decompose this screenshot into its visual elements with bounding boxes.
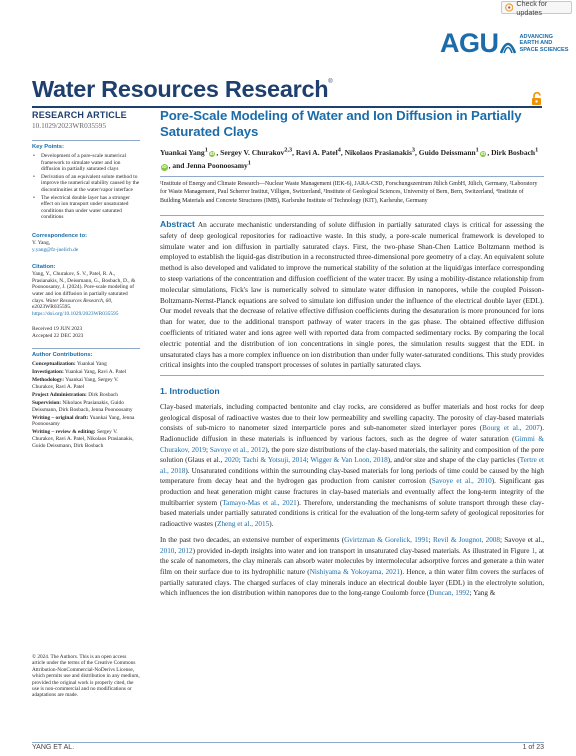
agu-wordmark: AGU [440, 28, 499, 58]
citation-link[interactable]: Nishiyama & Yokoyama, 2021 [309, 568, 400, 577]
agu-tagline: ADVANCING EARTH AND SPACE SCIENCES [519, 33, 569, 53]
article-main [160, 108, 544, 599]
check-for-updates-label: Check for updates [516, 0, 548, 17]
contribution-item: Conceptualization: Yuankai Yang [32, 360, 107, 367]
correspondence-name: Y. Yang, [32, 239, 51, 246]
paragraph-text: ), and/or size and shape of the clay particles ( [387, 456, 520, 465]
paragraph-text: ; [306, 456, 311, 465]
paragraph-text: ) provided in-depth insights into water and ion transport in unsaturated clay-based materials. As illustrated in Figure [192, 546, 532, 555]
author: Guido Deissmann$^1$ iD , [418, 146, 490, 157]
article-type: RESEARCH ARTICLE [32, 110, 127, 120]
journal-title: Water Resources Research® [32, 76, 333, 102]
open-access-icon [530, 92, 544, 106]
citation-link[interactable]: 2020 [224, 456, 239, 465]
paragraph-text: ; Savoye et al., [499, 536, 545, 545]
agu-globe-icon [500, 33, 516, 55]
key-points-label: Key Points: [32, 144, 64, 150]
sidebar [32, 110, 140, 449]
key-point: • Derivation of an equivalent solute method to improve the numerical stability caused by the discontinuities at the water/vapor interface [32, 174, 140, 194]
affiliations [160, 176, 544, 205]
citation-link[interactable]: Duncan, 1992 [429, 589, 470, 598]
author: Nikolaos Prasianakis$^3$, [344, 146, 417, 157]
paragraph-text: ; [428, 536, 433, 545]
citation-link[interactable]: Wigger & Van Loon, 2018 [310, 456, 388, 465]
intro-paragraph-2 [160, 535, 544, 599]
affiliations-text: ¹Institute of Energy and Climate Research—Nuclear Waste Management (IEK-6), JARA-CSD, Forschungszentrum Jülich GmbH, Jülich, Germany, ²Laboratory for Waste Management, Paul Scherrer Institut, Villigen, Switzerland, ³Institute of Geological Sciences, University of Bern, Bern, Switzerland, ⁴Institute of Building Materials and Concrete Structures (IMB), Karlsruhe Institute of Technology (KIT), Karlsruhe, Germany [160, 180, 538, 204]
citation-link[interactable]: Savoye et al., 2010 [431, 477, 492, 486]
contribution-item: Methodology: Yuankai Yang, Sergey V. Churakov, Ravi A. Patel [32, 377, 119, 390]
author-contributions-label: Author Contributions: [32, 352, 93, 359]
abstract-heading: Abstract [160, 219, 195, 229]
citation-link[interactable]: Tachi & Yotsuji, 2014 [242, 456, 307, 465]
doi[interactable]: 10.1029/2023WR035595 [32, 121, 106, 130]
orcid-icon[interactable]: iD [162, 163, 167, 169]
paragraph-text: ), the pore size distributions of the clay-based materials, the salinity and composition of the pore solution (Glaus et al., [160, 445, 544, 465]
paragraph-text: , [174, 546, 179, 555]
accepted-date: Accepted 22 DEC 2023 [32, 332, 84, 339]
running-author: YANG ET AL. [32, 744, 75, 751]
paragraph-text: ). Unsaturated conditions within the surrounding clay-based materials for long periods of time could be caused by the high temperature from decay heat and the hydrogen gas production from canister corrosion ( [160, 466, 544, 486]
paragraph-text: Clay-based materials, including compacted bentonite and clay rocks, are considered as buffer materials and host rocks for deep geological disposal of radioactive wastes due to their low permeability and swelling capacity. The porosity of clay-based materials consists of sub-micro to nanometer sized interparticle pores and sub-nanometer sized interlayer pores ( [160, 403, 544, 433]
correspondence-label: Correspondence to: [32, 232, 88, 239]
citation-link[interactable]: Gvirtzman & Gorelick, 1991 [344, 536, 429, 545]
contribution-item: Writing – original draft: Yuankai Yang, Jenna Poonoosamy [32, 414, 135, 428]
paragraph-text: ). Radionuclide diffusion in these materials is influenced by various factors, such as the degree of water saturation ( [160, 424, 544, 443]
citation-text: Yang, Y., Churakov, S. V., Patel, R. A., Prasianakis, N., Deissmann, G., Bosbach, D., & Poonoosamy, J. (2024). Pore-scale modeling of water and ion diffusion in partially saturated clays. Water Resources Research, 60, e2023WR035595. https://doi.org/10.1029/2023WR035595 [32, 271, 136, 317]
author: Dirk Bosbach$^1$iD , [162, 146, 539, 170]
page-number: 1 of 23 [522, 744, 544, 751]
citation-link[interactable]: Savoye et al., 2012 [209, 445, 266, 454]
citation-link[interactable]: Tertre et al., 2018 [160, 456, 545, 475]
key-point: • Development of a pore-scale numerical framework to simulate water and ion diffusion in partially saturated clays [32, 153, 140, 173]
citation [32, 264, 140, 317]
author: Ravi A. Patel$^4$, [295, 146, 343, 157]
abstract-text: Abstract An accurate mechanistic understanding of solute diffusion in partially saturated clays is critical for assessing the safety of deep geological repositories for radioactive waste. In this study, a pore-scale numerical framework is developed to simulate water and ion diffusion in partially saturated clays. First, the two-phase Shan-Chen Lattice Boltzmann method is employed to establish the liquid-gas distribution in a reconstructed three-dimensional pore geometry of a clay. An equivalent solute method is also developed and validated to improve the numerical stability of the solution at the liquid/gas interface corresponding to steep variations of the concentration and diffusion coefficient of the water tracer. By using a mobility-distance relationship from molecular simulations, Fick's law is numerically solved to simulate water diffusion in nanopores, while the coupled Poisson-Boltzmann-Nernst-Planck equations are solved to simulate ion diffusion under the influence of the electrical double layer (EDL). Our model reveals that the decrease of relative effective diffusion coefficients during the desaturation is more pronounced for ions than for water, due to the additional transport pathway of water tracers in the gas phase. The obtained effective diffusion coefficients of tritiated water and ions agree well with reported data from compacted sedimentary rocks. By comparing the local electric potential and the distribution of ion concentrations in single pores, the simulation results suggest that the EDL in unsaturated clays has a more complex influence on ion distribution than under fully water-saturated conditions. This study provides critical insights into the coupled transport processes of solutes in partially saturated clays. [160, 219, 544, 370]
orcid-icon[interactable]: iD [209, 150, 215, 156]
citation-link[interactable]: Tamayo-Mas et al., 2021 [222, 498, 297, 507]
author: and Jenna Poonoosamy$^1$ [172, 159, 251, 170]
contribution-item: Investigation: Yuankai Yang, Ravi A. Patel [32, 369, 127, 376]
citation-link[interactable]: Revil & Jougnot, 2008 [432, 536, 500, 545]
citation-link[interactable]: Bourg et al., 2007 [482, 424, 540, 433]
author-list [160, 145, 544, 172]
article-title: Pore-Scale Modeling of Water and Ion Diffusion in Partially Saturated Clays [160, 108, 522, 139]
key-points-list [32, 153, 140, 221]
author: Yuankai Yang$^1$ iD , [160, 146, 219, 157]
author: Sergey V. Churakov$^{2,3}$, [220, 146, 294, 157]
abstract [160, 215, 544, 376]
citation-link[interactable]: 2010 [160, 546, 175, 555]
license-notice [32, 654, 140, 699]
key-point: • The electrical double layer has a stronger effect on ion transport under unsaturated conditions than under water saturated conditions [32, 195, 140, 221]
paragraph-text: , at the scale of nanometers, the clay minerals can absorb water molecules by intermolecular adsorptive forces and generate a thin water film on their surface due to its hydrophilic nature ( [160, 546, 545, 577]
citation-link[interactable]: Zheng et al., 2015 [217, 519, 270, 528]
correspondence-email[interactable]: y.yang@fz-juelich.de [32, 246, 79, 253]
paragraph-text: ). [269, 519, 274, 528]
citation-label: Citation: [32, 264, 56, 271]
agu-logo [440, 30, 569, 57]
orcid-icon[interactable]: iD [480, 150, 486, 156]
author-contributions [32, 348, 140, 449]
check-for-updates-button[interactable] [501, 0, 572, 17]
paragraph-text: ; [205, 445, 210, 454]
refresh-icon [505, 3, 513, 12]
intro-paragraph-1 [160, 402, 544, 529]
contribution-item: Project Administration: Dirk Bosbach [32, 391, 119, 398]
correspondence [32, 233, 140, 253]
footer-divider [32, 742, 544, 743]
license-text: © 2024. The Authors. This is an open access article under the terms of the Creative Commons Attribution-NonCommercial-NoDerivs License, which permits use and distribution in any medium, provided the original work is properly cited, the use is non-commercial and no modifications or adaptations are made. [32, 654, 140, 699]
paragraph-text: ). Hence, a thin water film covers the surfaces of partially saturated clays. The charged surfaces of clay minerals induce an electrical double layer (EDL) in the electrolyte solution, which influences the ion distribution within nanopores due to the long-range Coulomb force ( [160, 568, 544, 598]
citation-link[interactable]: Gimmi & Churakov, 2019 [160, 434, 544, 454]
paragraph-text: ). Therefore, understanding the mechanisms of solute transport through these clay-based materials under partially saturated conditions is critical for the evaluation of the long-term safety of geological repositories for radioactive wastes ( [160, 498, 544, 528]
paragraph-text: ; Yang & [469, 589, 496, 598]
paragraph-text: ; [238, 456, 243, 465]
paragraph-text: ). Significant gas production and heat generation might cause fractures in clay-based materials and eventually affect the long-term integrity of the multibarrier system ( [160, 477, 545, 507]
paragraph-text: In the past two decades, an extensive number of experiments ( [160, 536, 345, 545]
key-points [32, 140, 140, 221]
section-heading-introduction: 1. Introduction [160, 386, 220, 397]
history-dates [32, 326, 140, 339]
citation-link[interactable]: https://doi.org/10.1029/2023WR035595 [32, 310, 119, 317]
received-date: Received 19 JUN 2023 [32, 326, 83, 333]
citation-link[interactable]: 1 [531, 546, 536, 555]
contribution-item: Supervision: Nikolaos Prasianakis, Guido Deissmann, Dirk Bosbach, Jenna Poonoosamy [32, 399, 133, 413]
citation-link[interactable]: 2012 [178, 546, 193, 555]
contribution-item: Writing – review & editing: Sergey V. Churakov, Ravi A. Patel, Nikolaos Prasianakis, Guido Deissmann, Dirk Bosbach [32, 429, 134, 449]
